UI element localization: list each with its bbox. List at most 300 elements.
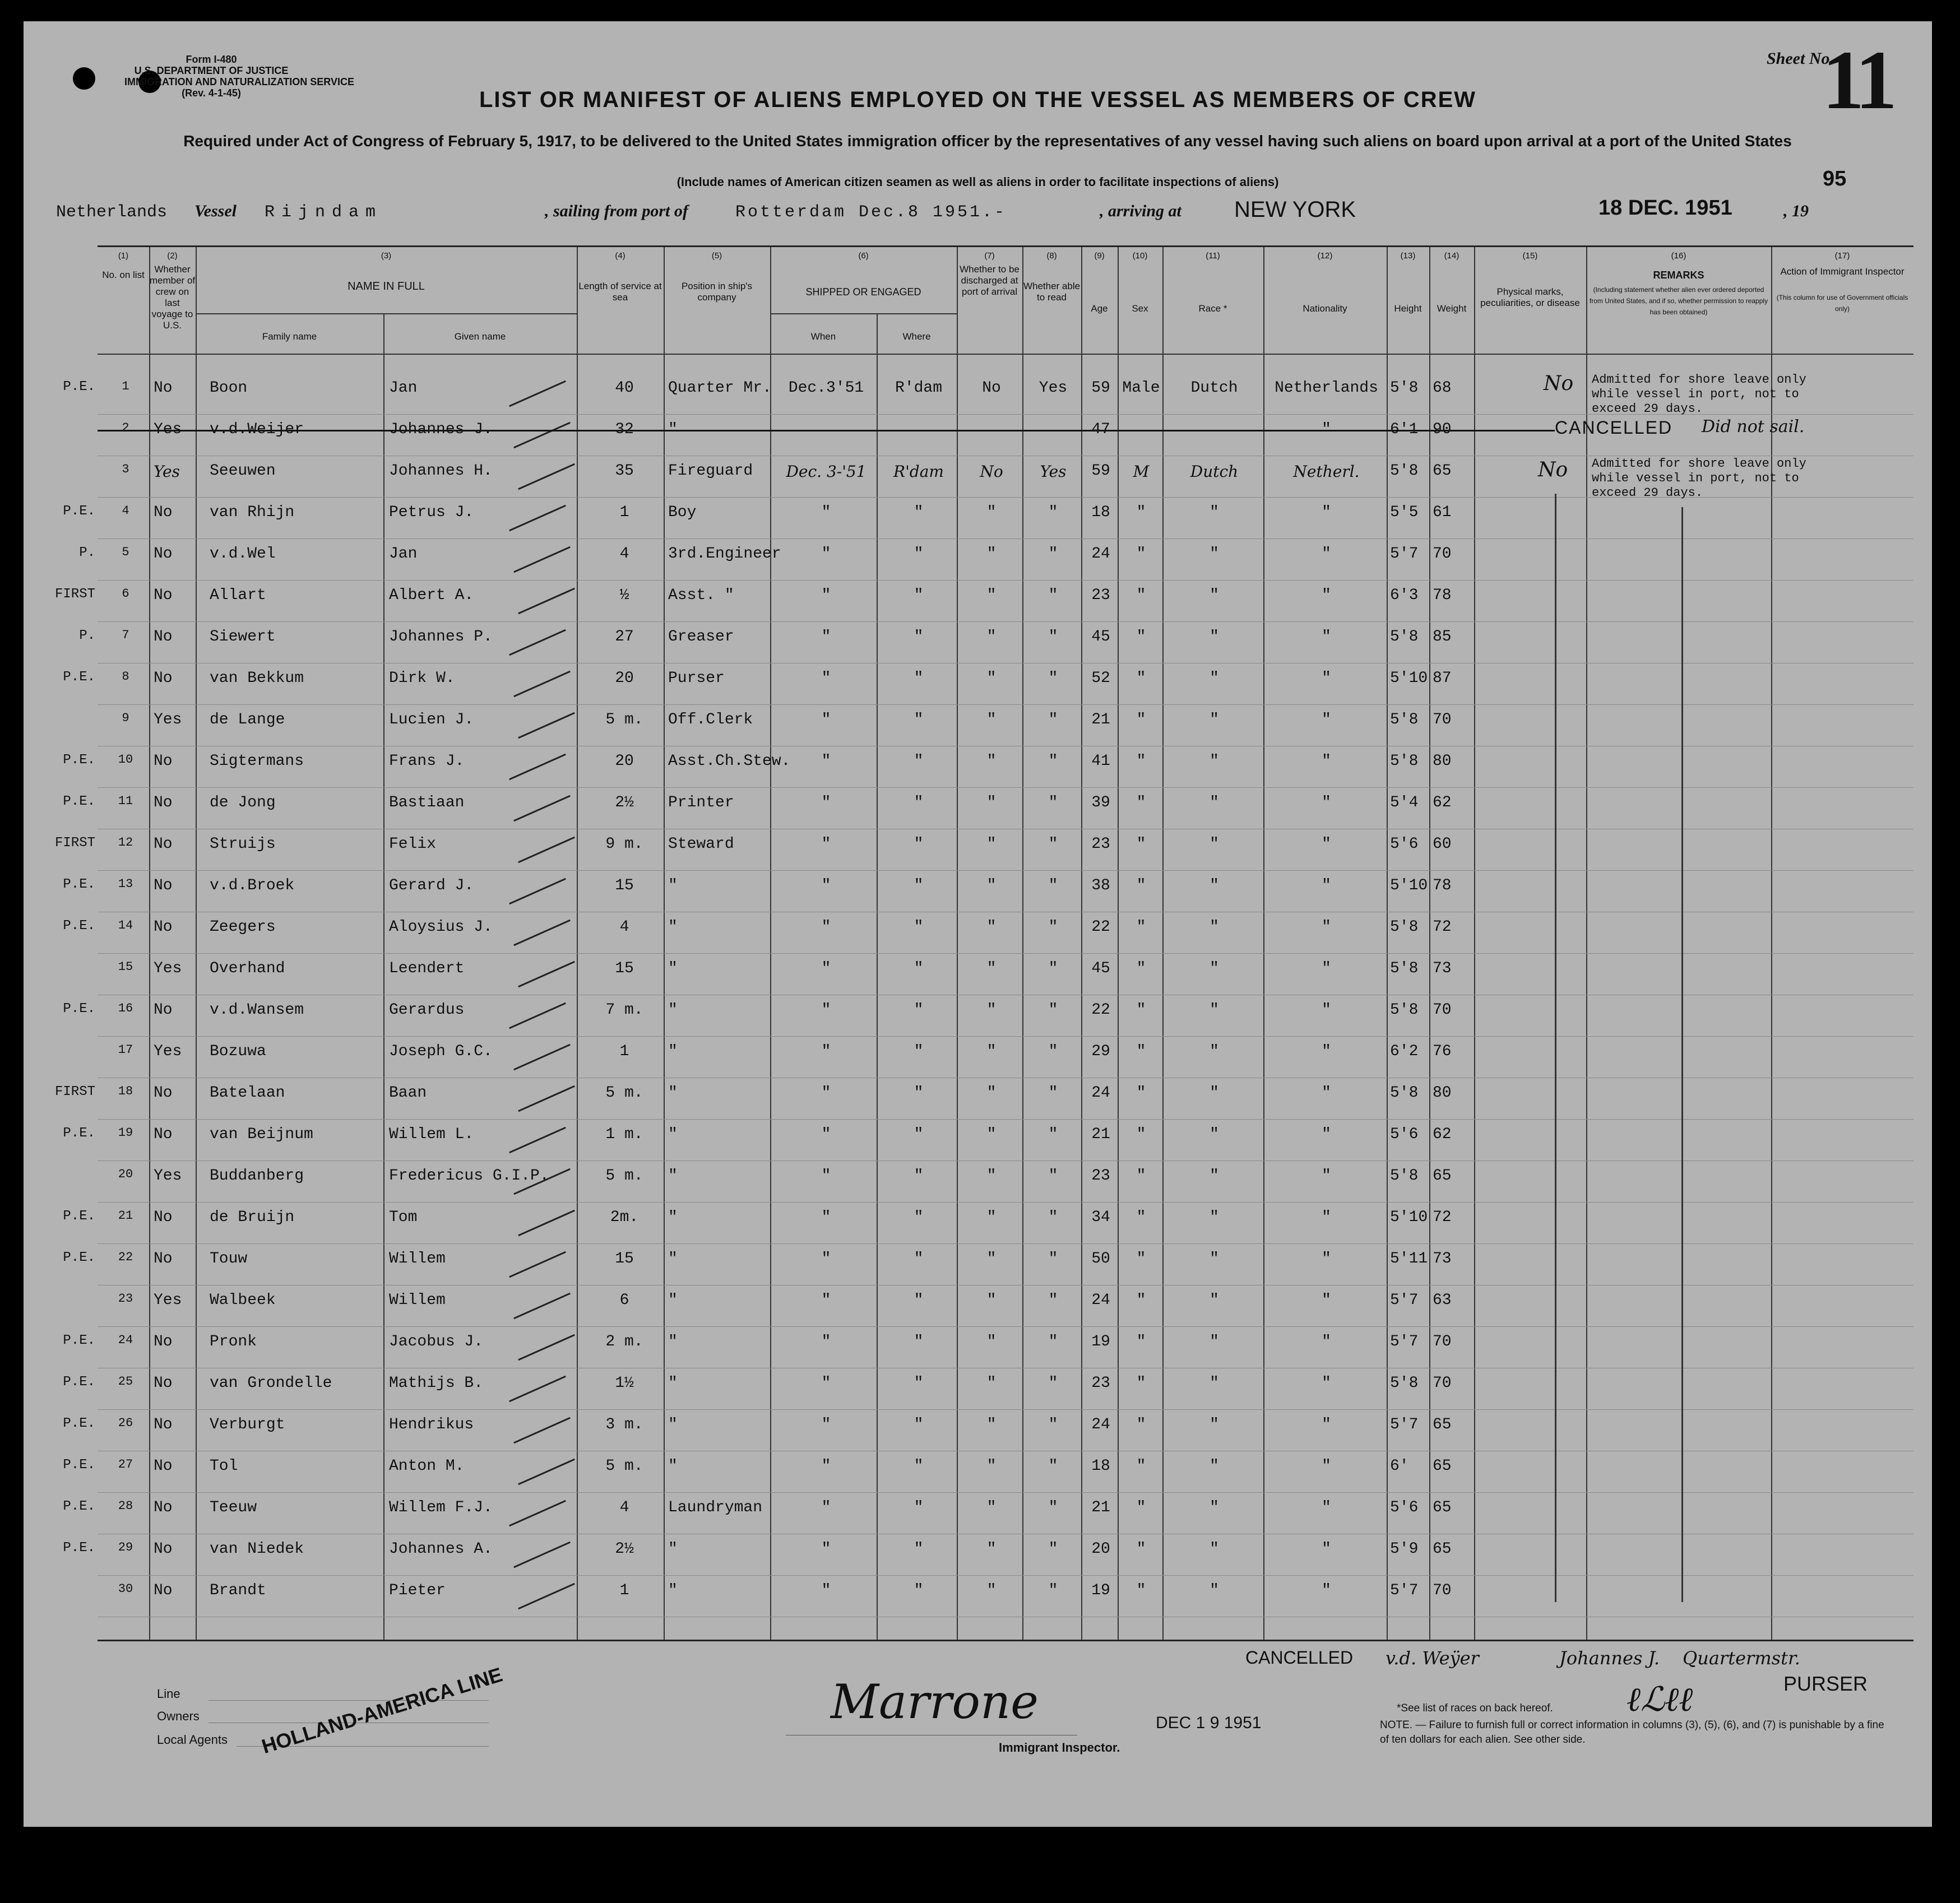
row-21-where: " [914,1209,924,1226]
row-26-height: 5'7 [1390,1416,1419,1433]
row-13-height: 5'10 [1390,877,1428,894]
row-21-disch: " [986,1209,997,1226]
row-22-sex: " [1136,1250,1146,1268]
row-22-disch: " [986,1250,997,1268]
form-identifier: Form I-480 U.S. DEPARTMENT OF JUSTICE IMMIGRATION AND NATURALIZATION SERVICE (Rev. 4-1-45) [124,54,354,99]
row-10-weight: 80 [1433,753,1452,770]
line-label: Line [157,1687,180,1701]
row-22-when: " [821,1250,831,1268]
row-rule [98,953,1913,954]
row-7-age: 45 [1091,628,1110,646]
row-28-age: 21 [1091,1499,1110,1516]
row-17-disch: " [986,1043,997,1060]
row-8-mark: P.E. [63,670,95,685]
row-2-position: " [668,421,678,438]
header-c17: Action of Immigrant Inspector [1780,266,1905,277]
row-26-position: " [668,1416,678,1433]
header-c1-number: (1) [118,251,129,261]
row-3-age: 59 [1091,462,1110,480]
row-rule [98,1575,1913,1576]
row-12-service: 9 m. [605,836,643,853]
row-28-sex: " [1136,1499,1146,1516]
row-10-family: Sigtermans [210,753,304,770]
row-30-nat: " [1322,1582,1331,1599]
row-2-weight: 90 [1433,421,1452,438]
row-23-prev: Yes [154,1292,182,1309]
row-28-service: 4 [619,1499,629,1516]
row-7-no: 7 [122,628,129,642]
row-22-weight: 73 [1433,1250,1452,1268]
sheet-number: 11 [1822,34,1893,127]
row-19-service: 1 m. [605,1126,643,1143]
row-6-no: 6 [122,587,129,601]
row-rule [98,621,1913,622]
row-30-sex: " [1136,1582,1146,1599]
row-6-when: " [821,587,831,604]
row-16-service: 7 m. [605,1001,643,1019]
row-13-position: " [668,877,678,894]
row-19-given: Willem L. [389,1126,474,1143]
header-c9-number: (9) [1094,251,1105,261]
row-11-mark: P.E. [63,794,95,809]
row-19-read: " [1048,1126,1058,1143]
row-14-age: 22 [1091,918,1110,936]
row-21-service: 2m. [610,1209,639,1226]
row-14-disch: " [986,918,997,936]
row-14-where: " [914,918,924,936]
row-8-age: 52 [1091,670,1110,687]
vessel-name: Rijndam [265,203,383,222]
row-14-height: 5'8 [1390,918,1419,936]
header-c12: Nationality [1303,303,1347,314]
row-3-given: Johannes H. [389,462,493,480]
row-11-read: " [1048,794,1058,811]
row-20-service: 5 m. [605,1167,643,1185]
header-c16-number: (16) [1671,251,1686,261]
row-19-race: " [1210,1126,1219,1143]
row-13-race: " [1210,877,1219,894]
row-11-disch: " [986,794,997,811]
row-13-no: 13 [118,877,133,891]
row-14-sex: " [1136,918,1146,936]
row-26-mark: P.E. [63,1416,95,1431]
row-12-read: " [1048,836,1058,853]
row-30-age: 19 [1091,1582,1110,1599]
row-3-read: Yes [1040,462,1067,481]
header-c2-number: (2) [167,251,178,261]
row-5-sex: " [1136,545,1146,563]
row-29-nat: " [1322,1540,1331,1558]
row-29-given: Johannes A. [389,1540,493,1558]
row-20-sex: " [1136,1167,1146,1185]
row-10-disch: " [986,753,997,770]
row-18-position: " [668,1084,678,1102]
row-16-height: 5'8 [1390,1001,1419,1019]
row-22-position: " [668,1250,678,1268]
row-13-when: " [821,877,831,894]
row-11-no: 11 [118,794,133,808]
row-25-mark: P.E. [63,1375,95,1390]
row-18-given: Baan [389,1084,427,1102]
row-14-given: Aloysius J. [389,918,493,936]
row-14-no: 14 [118,918,133,932]
row-8-read: " [1048,670,1058,687]
row-4-weight: 61 [1433,504,1452,521]
row-25-read: " [1048,1375,1058,1392]
row-16-where: " [914,1001,924,1019]
row-16-weight: 70 [1433,1001,1452,1019]
row-25-no: 25 [118,1375,133,1389]
row-rule [98,1409,1913,1410]
header-c9: Age [1091,303,1108,314]
row-24-where: " [914,1333,924,1350]
row-24-position: " [668,1333,678,1350]
row-4-mark: P.E. [63,504,95,519]
header-c6-number: (6) [858,251,869,261]
row-9-nat: " [1322,711,1331,728]
row-28-mark: P.E. [63,1499,95,1514]
row-7-given: Johannes P. [389,628,493,646]
row-20-race: " [1210,1167,1219,1185]
row-17-prev: Yes [154,1043,182,1060]
header-c14: Weight [1437,303,1467,314]
row-21-mark: P.E. [63,1209,95,1224]
row-10-where: " [914,753,924,770]
row-3-family: Seeuwen [210,462,276,480]
row-18-weight: 80 [1433,1084,1452,1102]
header-c7-number: (7) [984,251,995,261]
row-1-weight: 68 [1433,379,1452,397]
races-note: *See list of races on back hereof. [1397,1702,1553,1714]
footer-cancelled-position: Quartermstr. [1683,1647,1800,1669]
row-7-weight: 85 [1433,628,1452,646]
row-1-read: Yes [1039,379,1068,397]
row-18-no: 18 [118,1084,133,1098]
arriving-label: , arriving at [1100,202,1181,220]
row-11-nat: " [1322,794,1331,811]
row-7-mark: P. [79,628,95,643]
row-8-nat: " [1322,670,1331,687]
row-1-position: Quarter Mr. [668,379,772,397]
row-11-position: Printer [668,794,734,811]
row-29-service: 2½ [615,1540,634,1558]
pen-line [1681,507,1683,1602]
row-19-mark: P.E. [63,1126,95,1141]
vessel-label: Vessel [194,202,237,220]
row-15-position: " [668,960,678,977]
row-1-age: 59 [1091,379,1110,397]
row-5-position: 3rd.Engineer [668,545,781,563]
row-28-no: 28 [118,1499,133,1513]
row-27-position: " [668,1458,678,1475]
row-6-family: Allart [210,587,266,604]
row-22-prev: No [154,1250,173,1268]
row-rule [98,704,1913,705]
header-c10-number: (10) [1132,251,1148,261]
row-15-service: 15 [615,960,634,977]
row-27-family: Tol [210,1458,238,1475]
company-stamp: HOLLAND-AMERICA LINE [259,1663,506,1758]
row-30-no: 30 [118,1582,133,1596]
header-c13: Height [1394,303,1422,314]
row-15-disch: " [986,960,997,977]
row-4-when: " [821,504,831,521]
row-23-age: 24 [1091,1292,1110,1309]
row-10-age: 41 [1091,753,1110,770]
row-6-disch: " [986,587,997,604]
row-22-family: Touw [210,1250,248,1268]
row-17-weight: 76 [1433,1043,1452,1060]
crew-table [54,245,1913,1641]
physical-marks-row-1: No [1544,372,1574,395]
row-18-family: Batelaan [210,1084,285,1102]
row-22-mark: P.E. [63,1250,95,1265]
row-17-where: " [914,1043,924,1060]
row-8-prev: No [154,670,173,687]
row-6-given: Albert A. [389,587,474,604]
row-5-weight: 70 [1433,545,1452,563]
row-3-no: 3 [122,462,129,476]
row-9-read: " [1048,711,1058,728]
row-17-nat: " [1322,1043,1331,1060]
header-subdivider [770,313,957,314]
row-18-age: 24 [1091,1084,1110,1102]
row-26-read: " [1048,1416,1058,1433]
row-6-sex: " [1136,587,1146,604]
row-26-service: 3 m. [605,1416,643,1433]
row-14-when: " [821,918,831,936]
row-4-prev: No [154,504,173,521]
row-8-family: van Bekkum [210,670,304,687]
header-c5: Position in ship's company [681,281,753,303]
row-22-age: 50 [1091,1250,1110,1268]
row-25-when: " [821,1375,831,1392]
header-c2: Whether member of crew on last voyage to U.S. [149,264,196,331]
row-19-nat: " [1322,1126,1331,1143]
row-2-given: Johannes J. [389,421,493,438]
row-11-service: 2½ [615,794,634,811]
row-24-mark: P.E. [63,1333,95,1348]
subcolumn-divider [383,313,384,1640]
row-15-read: " [1048,960,1058,977]
row-5-read: " [1048,545,1058,563]
row-5-race: " [1210,545,1219,563]
row-8-race: " [1210,670,1219,687]
page-title: LIST OR MANIFEST OF ALIENS EMPLOYED ON THE VESSEL AS MEMBERS OF CREW [479,87,1477,112]
header-c8: Whether able to read [1023,281,1081,303]
row-17-service: 1 [619,1043,629,1060]
row-4-nat: " [1322,504,1331,521]
row-30-where: " [914,1582,924,1599]
arrival-date-stamp: 18 DEC. 1951 [1598,196,1732,220]
row-15-height: 5'8 [1390,960,1419,977]
row-8-sex: " [1136,670,1146,687]
row-21-read: " [1048,1209,1058,1226]
row-26-family: Verburgt [210,1416,285,1433]
row-24-read: " [1048,1333,1058,1350]
header-c4-number: (4) [615,251,625,261]
row-29-where: " [914,1540,924,1558]
row-26-nat: " [1322,1416,1331,1433]
row-26-no: 26 [118,1416,133,1430]
header-c8-number: (8) [1046,251,1057,261]
row-21-height: 5'10 [1390,1209,1428,1226]
row-20-nat: " [1322,1167,1331,1185]
row-16-position: " [668,1001,678,1019]
physical-marks-row-3: No [1538,458,1568,481]
row-21-no: 21 [118,1209,133,1223]
row-4-sex: " [1136,504,1146,521]
row-3-position: Fireguard [668,462,753,480]
row-16-disch: " [986,1001,997,1019]
footer-cancelled-given: Johannes J. [1559,1647,1660,1669]
row-5-height: 5'7 [1390,545,1419,563]
row-2-no: 2 [122,421,129,435]
row-23-disch: " [986,1292,997,1309]
row-2-family: v.d.Weijer [210,421,304,438]
row-14-race: " [1210,918,1219,936]
header-c3-number: (3) [381,251,392,261]
row-15-no: 15 [118,960,133,974]
row-5-prev: No [154,545,173,563]
row-12-when: " [821,836,831,853]
row-20-given: Fredericus G.I.P. [389,1167,549,1185]
header-where: Where [902,331,931,342]
row-19-disch: " [986,1126,997,1143]
row-28-read: " [1048,1499,1058,1516]
inspector-signature: Marrone [831,1674,1039,1729]
row-24-height: 5'7 [1390,1333,1419,1350]
row-13-prev: No [154,877,173,894]
row-24-when: " [821,1333,831,1350]
row-5-when: " [821,545,831,563]
row-20-read: " [1048,1167,1058,1185]
row-1-given: Jan [389,379,418,397]
row-17-given: Joseph G.C. [389,1043,493,1060]
row-1-race: Dutch [1190,379,1238,397]
row-19-height: 5'6 [1390,1126,1419,1143]
row-10-when: " [821,753,831,770]
row-2-service: 32 [615,421,634,438]
header-c4: Length of service at sea [578,281,662,303]
row-14-mark: P.E. [63,918,95,934]
row-3-disch: No [980,462,1003,481]
row-10-race: " [1210,753,1219,770]
row-14-family: Zeegers [210,918,276,936]
row-29-age: 20 [1091,1540,1110,1558]
row-18-sex: " [1136,1084,1146,1102]
row-14-prev: No [154,918,173,936]
row-28-weight: 65 [1433,1499,1452,1516]
footer-cancelled-name: v.d. Weÿer [1386,1647,1479,1669]
row-14-read: " [1048,918,1058,936]
row-4-disch: " [986,504,997,521]
row-16-age: 22 [1091,1001,1110,1019]
row-24-service: 2 m. [605,1333,643,1350]
row-24-disch: " [986,1333,997,1350]
row-27-age: 18 [1091,1458,1110,1475]
header-subdivider [196,313,577,314]
row-15-where: " [914,960,924,977]
row-13-where: " [914,877,924,894]
row-6-race: " [1210,587,1219,604]
row-16-read: " [1048,1001,1058,1019]
header-given-name: Given name [454,331,506,342]
row-29-no: 29 [118,1540,133,1554]
row-26-disch: " [986,1416,997,1433]
row-21-age: 34 [1091,1209,1110,1226]
row-26-weight: 65 [1433,1416,1452,1433]
header-family-name: Family name [262,331,317,342]
row-3-prev: Yes [154,462,180,481]
row-4-service: 1 [619,504,629,521]
row-30-weight: 70 [1433,1582,1452,1599]
row-5-where: " [914,545,924,563]
row-7-where: " [914,628,924,646]
page-subtitle-note: (Include names of American citizen seamen as well as aliens in order to facilitate inspections of aliens) [676,175,1279,189]
row-15-weight: 73 [1433,960,1452,977]
row-25-family: van Grondelle [210,1375,332,1392]
row-17-family: Bozuwa [210,1043,266,1060]
row-17-read: " [1048,1043,1058,1060]
header-c11: Race * [1198,303,1227,314]
row-30-race: " [1210,1582,1219,1599]
row-27-when: " [821,1458,831,1475]
row-15-family: Overhand [210,960,285,977]
row-27-weight: 65 [1433,1458,1452,1475]
row-23-position: " [668,1292,678,1309]
row-21-when: " [821,1209,831,1226]
row-29-position: " [668,1540,678,1558]
row-9-given: Lucien J. [389,711,474,728]
row-1-sex: Male [1122,379,1160,397]
row-1-no: 1 [122,379,129,393]
row-25-nat: " [1322,1375,1331,1392]
row-16-sex: " [1136,1001,1146,1019]
row-17-position: " [668,1043,678,1060]
remark-row-2-hand: Did not sail. [1702,417,1805,437]
row-7-read: " [1048,628,1058,646]
row-17-height: 6'2 [1390,1043,1419,1060]
row-1-family: Boon [210,379,248,397]
row-10-given: Frans J. [389,753,465,770]
inspection-date-stamp: DEC 1 9 1951 [1156,1714,1262,1732]
row-rule [98,870,1913,871]
row-12-race: " [1210,836,1219,853]
row-2-nat: " [1322,421,1331,438]
penalty-note: NOTE. — Failure to furnish full or correct information in columns (3), (5), (6), and (7) is punishable by a fine of ten dollars for each alien. See other side. [1380,1719,1884,1746]
row-15-race: " [1210,960,1219,977]
row-4-where: " [914,504,924,521]
row-8-where: " [914,670,924,687]
row-21-sex: " [1136,1209,1146,1226]
row-14-weight: 72 [1433,918,1452,936]
row-25-prev: No [154,1375,173,1392]
row-23-sex: " [1136,1292,1146,1309]
row-12-given: Felix [389,836,437,853]
row-20-height: 5'8 [1390,1167,1419,1185]
row-6-mark: FIRST [54,587,95,602]
row-3-where: R'dam [893,462,944,481]
row-16-nat: " [1322,1001,1331,1019]
row-4-no: 4 [122,504,129,518]
row-23-no: 23 [118,1292,133,1306]
row-16-when: " [821,1001,831,1019]
row-19-family: van Beijnum [210,1126,313,1143]
row-10-read: " [1048,753,1058,770]
local-agents-label: Local Agents [157,1733,228,1747]
row-18-nat: " [1322,1084,1331,1102]
